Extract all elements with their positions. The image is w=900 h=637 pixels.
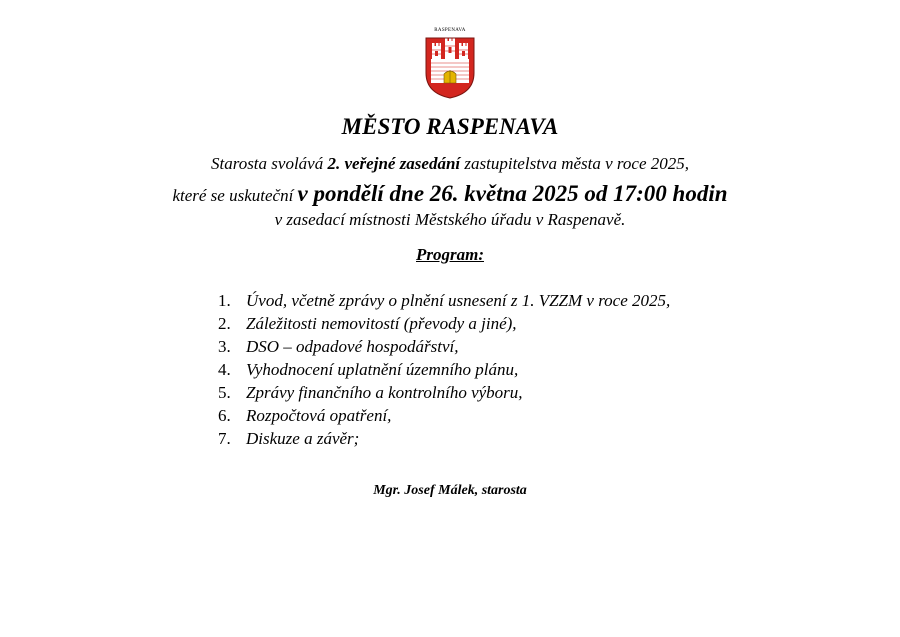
program-item-text: Záležitosti nemovitostí (převody a jiné),: [246, 314, 517, 333]
program-item-number: 5.: [218, 383, 231, 402]
announcement-line-2: [0, 180, 900, 210]
announcement-line-1-start: Starosta svolává: [210, 154, 328, 173]
program-item: [218, 335, 670, 358]
meeting-location: v zasedací místnosti Městského úřadu v Raspenavě.: [274, 210, 626, 229]
meeting-number: 2. veřejné zasedání: [327, 154, 461, 173]
program-item: [218, 358, 670, 381]
program-item-text: Rozpočtová opatření,: [246, 406, 392, 425]
crest-caption: RASPENAVA: [434, 28, 466, 33]
program-item-number: 4.: [218, 360, 231, 379]
program-item-text: Vyhodnocení uplatnění územního plánu,: [246, 360, 519, 379]
program-item-text: DSO – odpadové hospodářství,: [246, 337, 459, 356]
program-list: [218, 289, 670, 450]
announcement-line-2-start: které se uskuteční: [172, 186, 298, 205]
program-item-text: Zprávy finančního a kontrolního výboru,: [246, 383, 523, 402]
program-item-number: 2.: [218, 314, 231, 333]
program-item: [218, 381, 670, 404]
announcement-line-1: [0, 153, 900, 175]
program-item: [218, 312, 670, 335]
meeting-date-time: v pondělí dne 26. května 2025 od 17:00 hodin: [297, 181, 728, 206]
program-item: [218, 427, 670, 450]
program-item-number: 3.: [218, 337, 231, 356]
program-item-number: 7.: [218, 429, 231, 448]
page-title: MĚSTO RASPENAVA: [341, 114, 559, 139]
program-item-text: Diskuze a závěr;: [246, 429, 360, 448]
program-item: [218, 289, 670, 312]
program-item-text: Úvod, včetně zprávy o plnění usnesení z 1. VZZM v roce 2025,: [246, 291, 671, 310]
signature: Mgr. Josef Málek, starosta: [373, 483, 527, 498]
coat-of-arms: [420, 28, 480, 100]
program-item-number: 6.: [218, 406, 231, 425]
raspenava-coat-of-arms-icon: [425, 37, 475, 99]
program-heading: Program:: [416, 245, 484, 264]
program-item: [218, 404, 670, 427]
program-item-number: 1.: [218, 291, 231, 310]
announcement-line-1-end: zastupitelstva města v roce 2025,: [460, 154, 689, 173]
